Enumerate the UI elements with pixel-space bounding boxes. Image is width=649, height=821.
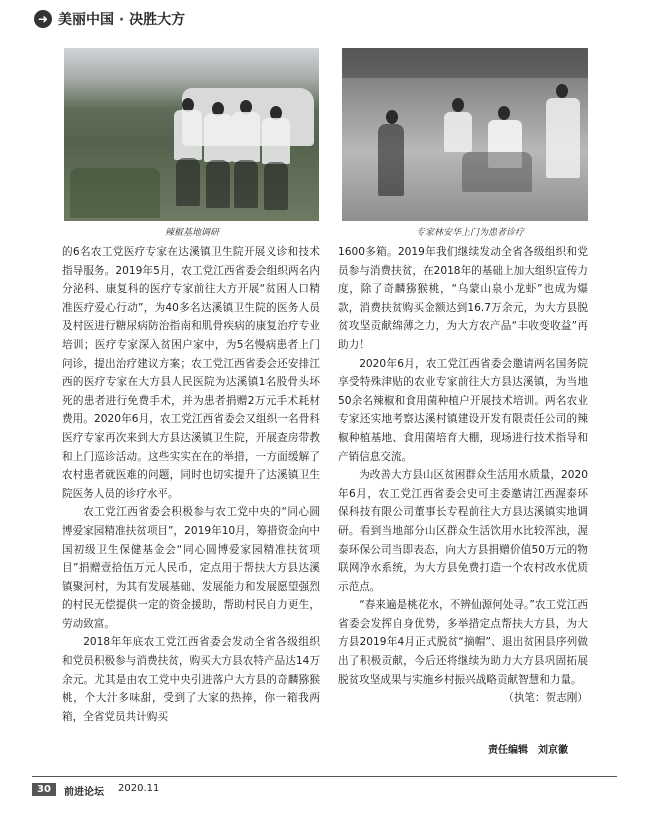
byline: （执笔：贺志刚） [503,692,588,705]
circle-arrow-icon: ➜ [34,10,52,28]
page-footer [32,783,617,797]
section-name: 美丽中国 [58,12,114,28]
section-title [58,9,185,29]
caption-home-visit: 专家林安华上门为患者诊疗 [415,228,524,238]
paragraph: 农工党江西省委会积极参与农工党中央的“同心圆博爱家园精准扶贫项目”，2019年10月，筹措资金向中国初级卫生保健基金会“同心圆博爱家园精准扶贫项目”捐赠壹拾伍万元人民币，定点用于帮扶大方县达溪镇聚河村，为其有发展基础、发展能力和发展愿望强烈的村民无偿提供一定的资金援助，帮助村民自力更生，劳动致富。 [62,506,320,630]
paragraph: 为改善大方县山区贫困群众生活用水质量，2020年6月，农工党江西省委会史可主委邀请江西渥泰环保科技有限公司董事长专程前往大方县达溪镇实地调研。看到当地部分山区群众生活饮用水比较浑浊，渥泰环保公司当即表态，向大方县捐赠价值50万元的物联网净水系统，为大方县免费打造一个农村改水优质示范点。 [338,469,588,593]
caption-pepper-base: 辣椒基地调研 [164,228,219,238]
paragraph: 1600多箱。2019年我们继续发动全省各级组织和党员参与消费扶贫，在2018年的基础上加大组织宣传力度，除了奇麟猕猴桃，“乌蒙山泉小龙虾”也成为爆款，消费扶贫购买金额达到16.7万余元，为大方县脱贫攻坚贡献绵薄之力，为大方农产品“丰收变收益”再助力！ [338,246,588,351]
page-number: 30 [32,783,56,796]
subsection-name: 决胜大方 [129,12,186,28]
paragraph: 2020年6月，农工党江西省委会邀请两名国务院享受特殊津贴的农业专家前往大方县达溪镇，为当地50余名辣椒和食用菌种植户开展技术培训。两名农业专家还实地考察达溪村镇建设开发有限责任公司的辣椒种植基地、食用菌培育大棚，现场进行技术指导和产销信息交流。 [338,357,588,463]
magazine-name: 前进论坛 [64,787,104,798]
photo-pepper-base [64,48,319,221]
section-separator: · [118,12,125,28]
editor-credit: 责任编辑 刘京徽 [488,745,568,756]
article-column-right [338,243,588,708]
photo-home-visit [342,48,588,221]
footer-divider [32,776,617,777]
paragraph: 的6名农工党医疗专家在达溪镇卫生院开展义诊和技术指导服务。2019年5月，农工党江西省委会组织两名内分泌科、康复科的医疗专家前往大方开展“贫困人口精准医疗爱心行动”，为40多名达溪镇卫生院的医务人员及村医进行糖尿病防治指南和肌骨疾病的康复治疗专业培训；医疗专家深入贫困户家中，为5名慢病患者上门问诊，提出治疗建议方案；农工党江西省委会还安排江西的医疗专家在大方县人民医院为达溪镇1名股骨头坏死的患者进行免费手术，并为患者捐赠2万元手术耗材费用。2020年6月，农工党江西省委会又组织一名骨科医疗专家再次来到大方县达溪镇卫生院，开展查房带教和上门巡诊活动。这些实实在在的举措，一方面缓解了农村患者就医难的问题，同时也切实提升了达溪镇卫生院医务人员的诊疗水平。 [62,246,320,500]
paragraph: “春来遍是桃花水，不辨仙源何处寻。”农工党江西省委会发挥自身优势，多举措定点帮扶大方县，为大方县2019年4月正式脱贫“摘帽”、退出贫困县序列做出了积极贡献，今后还将继续为助力大方县巩固拓展脱贫攻坚成果与实施乡村振兴战略贡献智慧和力量。 [338,599,588,686]
article-column-left [62,243,320,726]
issue-number: 2020.11 [118,783,160,794]
paragraph: 2018年年底农工党江西省委会发动全省各级组织和党员积极参与消费扶贫，购买大方县农特产品达14万余元。尤其是由农工党中央引进落户大方县的奇麟猕猴桃，个大汁多味甜，受到了大家的热捧，你一箱我两箱，全省党员共计购买 [62,636,320,723]
page-header [34,8,619,32]
